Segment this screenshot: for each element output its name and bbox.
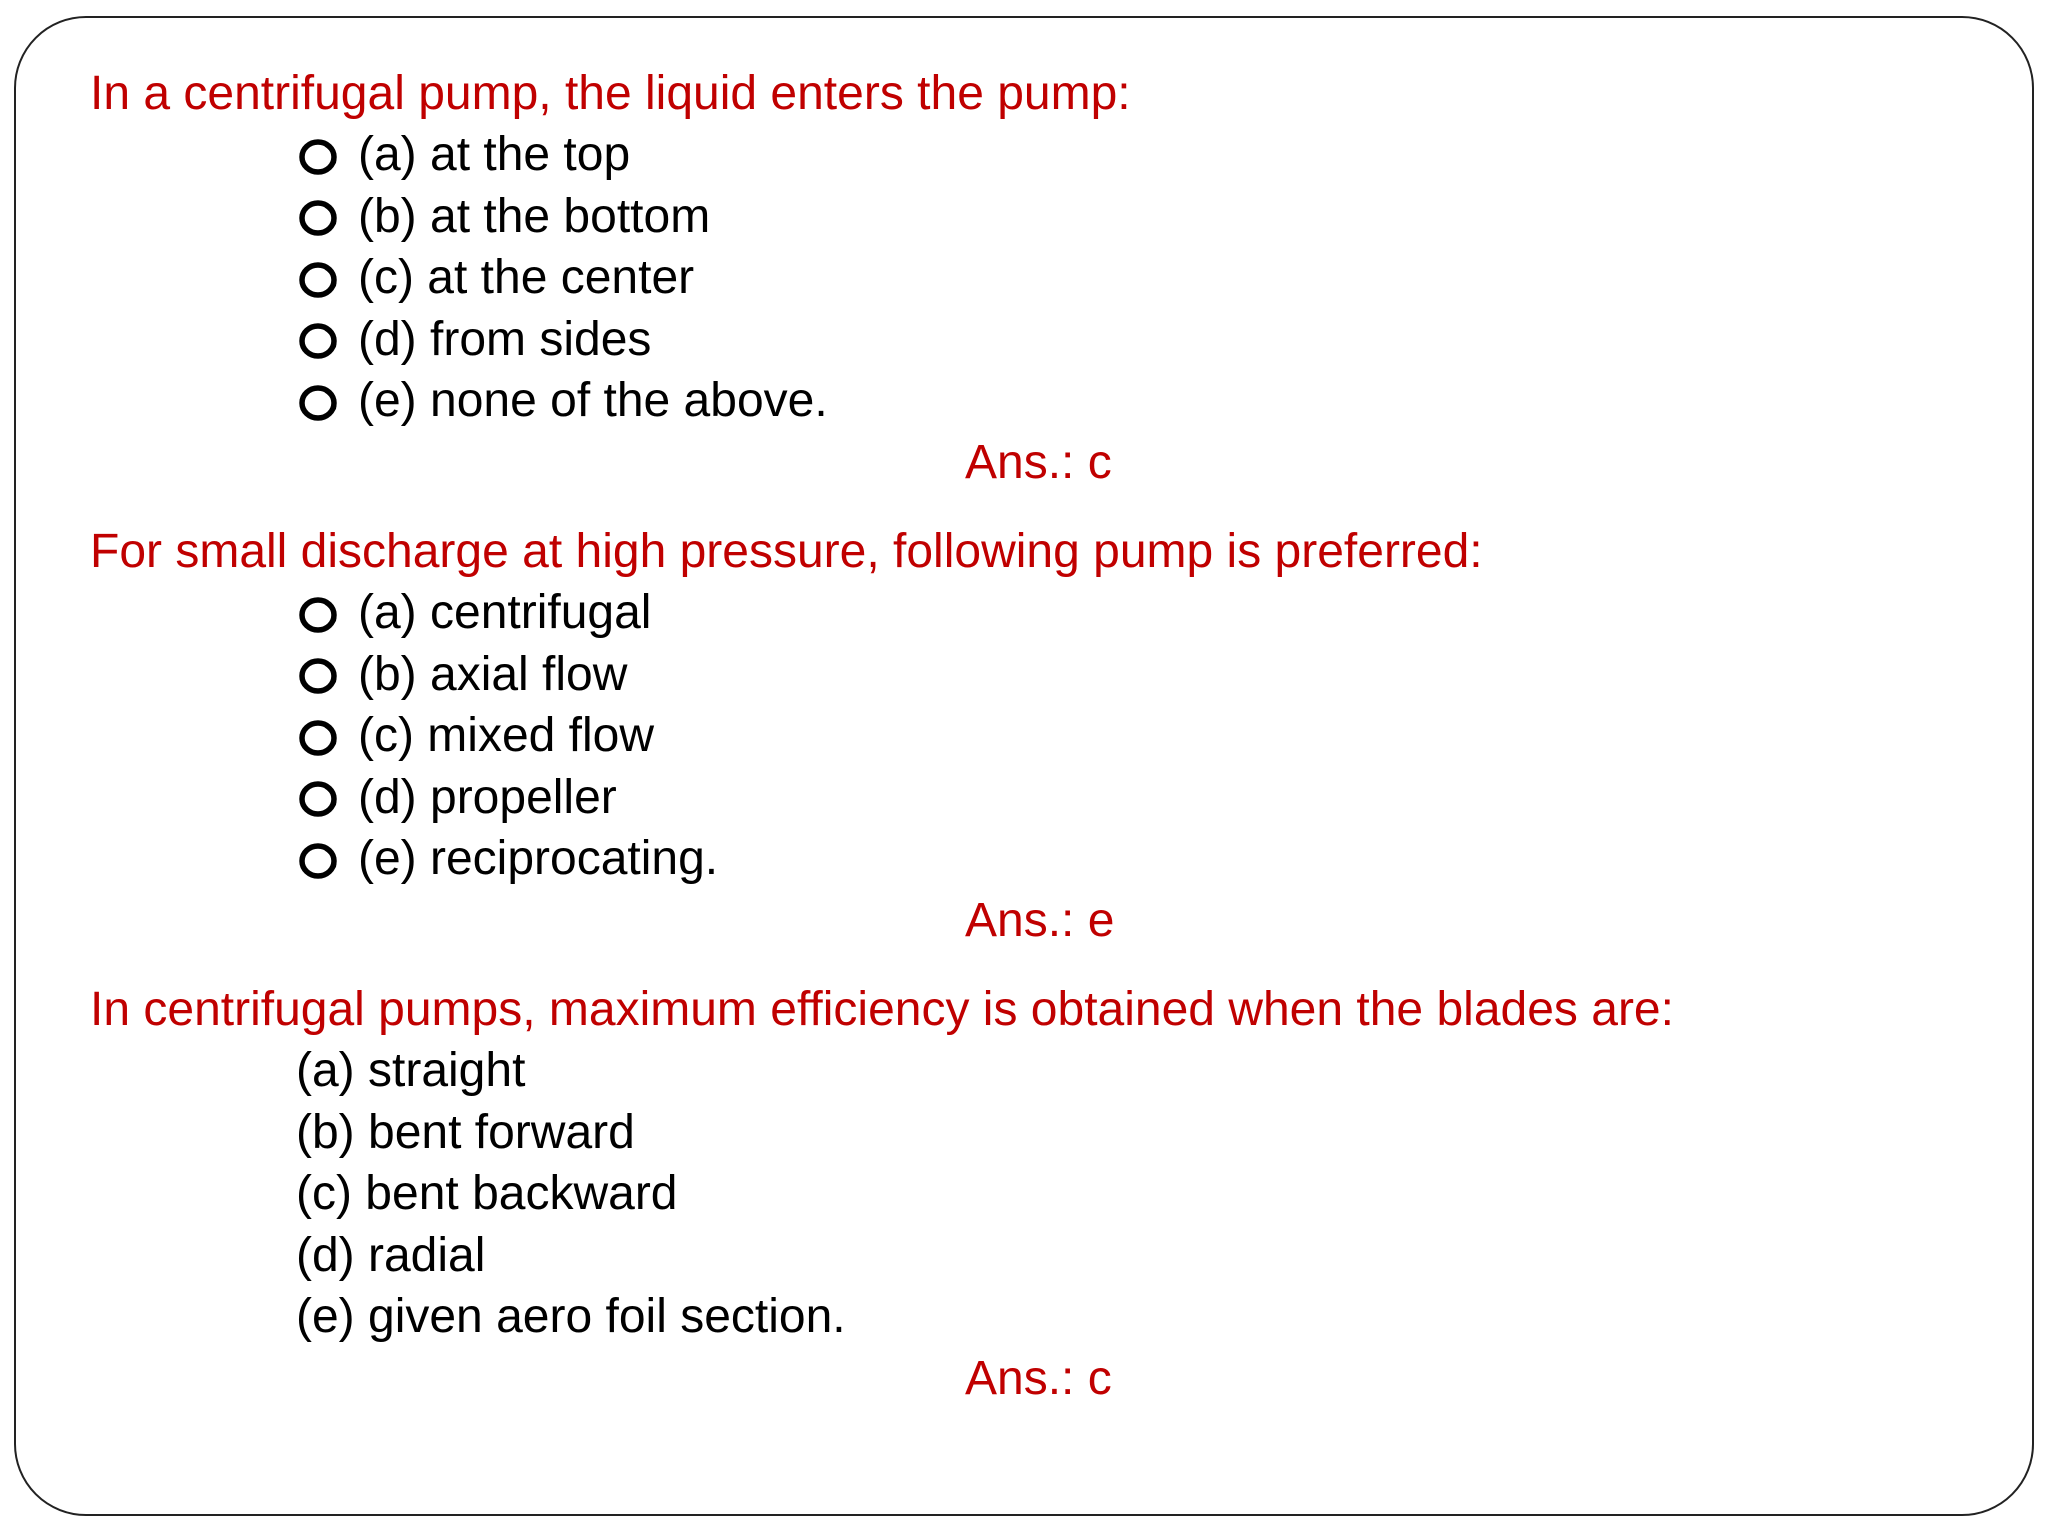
option-label: (b) at the bottom [358, 189, 711, 243]
question-block-1 [90, 63, 1990, 493]
question-block-3 [90, 979, 1990, 1409]
answer-text: Ans.: c [965, 1351, 1112, 1405]
hollow-circle-bullet-icon [296, 194, 340, 238]
option-label: (e) none of the above. [358, 374, 828, 427]
option-item [296, 370, 1990, 432]
option-item [296, 1286, 1990, 1348]
option-label: (c) at the center [358, 251, 695, 304]
hollow-circle-bullet-icon [296, 133, 340, 177]
answer-text: Ans.: e [965, 893, 1115, 947]
slide [14, 16, 2034, 1516]
question-block-2 [90, 521, 1990, 951]
option-item [296, 309, 1990, 371]
hollow-circle-bullet-icon [296, 714, 340, 758]
option-item [296, 582, 1990, 644]
option-label: (b) bent forward [296, 1105, 635, 1159]
option-item [296, 828, 1990, 890]
option-item [296, 1163, 1990, 1225]
option-label: (a) centrifugal [358, 586, 652, 639]
option-list [296, 582, 1990, 890]
question-text: For small discharge at high pressure, following pump is preferred: [90, 525, 1483, 578]
option-label: (b) axial flow [358, 647, 628, 701]
option-label: (a) at the top [358, 128, 631, 181]
option-label: (e) reciprocating. [358, 832, 719, 885]
hollow-circle-bullet-icon [296, 837, 340, 881]
option-label: (d) radial [296, 1228, 486, 1282]
option-item [296, 247, 1990, 309]
option-label: (a) straight [296, 1044, 526, 1097]
option-list [296, 124, 1990, 432]
answer-text: Ans.: c [965, 435, 1112, 489]
option-label: (d) propeller [358, 770, 617, 824]
hollow-circle-bullet-icon [296, 379, 340, 423]
option-item [296, 186, 1990, 248]
option-label: (e) given aero foil section. [296, 1290, 846, 1343]
option-item [296, 1040, 1990, 1102]
hollow-circle-bullet-icon [296, 256, 340, 300]
option-label: (d) from sides [358, 312, 652, 366]
option-item [296, 644, 1990, 706]
hollow-circle-bullet-icon [296, 652, 340, 696]
option-item [296, 1225, 1990, 1287]
question-text: In centrifugal pumps, maximum efficiency is obtained when the blades are: [90, 983, 1674, 1036]
option-item [296, 1102, 1990, 1164]
option-item [296, 124, 1990, 186]
question-text: In a centrifugal pump, the liquid enters the pump: [90, 67, 1131, 120]
option-item [296, 705, 1990, 767]
hollow-circle-bullet-icon [296, 775, 340, 819]
option-item [296, 767, 1990, 829]
hollow-circle-bullet-icon [296, 591, 340, 635]
option-label: (c) bent backward [296, 1167, 678, 1220]
hollow-circle-bullet-icon [296, 317, 340, 361]
option-label: (c) mixed flow [358, 709, 655, 762]
option-list [296, 1040, 1990, 1348]
